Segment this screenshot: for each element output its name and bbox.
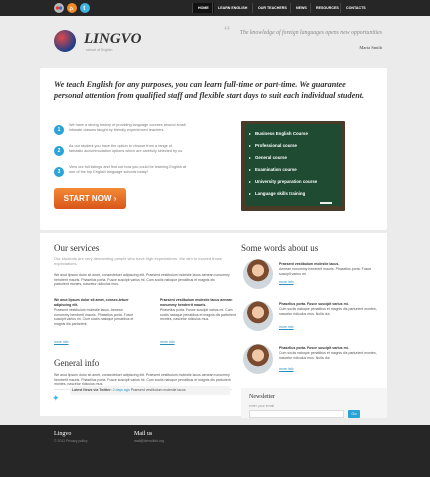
logo-text[interactable]: LINGVO — [84, 31, 142, 47]
newsletter-label: enter your email — [249, 404, 275, 408]
services-col2-more-link[interactable]: more info — [160, 340, 175, 344]
newsletter-go-button[interactable]: Go — [348, 410, 360, 418]
testimonial-more-link[interactable]: more info — [279, 325, 294, 329]
start-now-button[interactable] — [54, 188, 126, 209]
testimonial-more-link[interactable]: more info — [279, 367, 294, 371]
services-col2-text: Phasellus porta. Fusce suscipit varius mi. Cum sociis natoque penatibus et magnis dis parturient montes, nascetur ridiculus mus. — [160, 308, 236, 322]
chalk-icon — [320, 202, 332, 204]
course-item[interactable]: General course — [255, 155, 287, 160]
services-title: Our services — [54, 243, 100, 253]
step-3-badge: 3 — [54, 167, 64, 177]
step-3-text: View our full listings and find out how you could be learning English at one of the top English language schools today! — [69, 165, 187, 175]
nav-resources[interactable]: RESOURCES — [310, 3, 344, 13]
general-paragraph: We anut lipsum dolor sit amet, consectetuer adipiscing elit. Praesent vestibulum molestie lacus aenean nonummy hendrerit mauris. Phasellus porta. Fusce suscipit varius mi. Cum sociis natoque penatibus et magnis dis parturient montes, nascetur ridiculus mus. — [54, 373, 231, 387]
services-col2-title: Praesent vestibulum molestie lacus aenean nonummy hendrerit mauris. — [160, 298, 233, 307]
services-intro: Our students are very demanding people who have high expectations. We aim to exceed those expectations. — [54, 256, 223, 267]
testimonial-title: Phasellus porta. Fusce suscipit varius mi. — [279, 346, 349, 350]
news-text: Praesent vestibulum molestie lacus — [130, 388, 186, 392]
services-col1-text: Praesent vestibulum molestie lacus. Aenean nonummy hendrerit mauris. Phasellus porta. Fusce suscipit varius mi. Cum sociis natoque penatibus et magnis dis parturient. — [54, 308, 134, 326]
general-title: General info — [54, 358, 100, 368]
start-now-label: START NOW — [63, 194, 112, 203]
course-item[interactable]: Business English Course — [255, 131, 308, 136]
logo-tagline: school of English — [86, 48, 113, 52]
newsletter-title: Newsletter — [249, 394, 275, 400]
header-quote: The knowledge of foreign languages opens new opportunities — [239, 30, 382, 36]
bullet-arrow-icon: ▸ — [249, 143, 252, 148]
arrow-right-icon: › — [113, 194, 117, 203]
step-2-text: As our student you have the option to choose from a range of fantastic accommodation options which are carefully selected by us. — [69, 144, 184, 154]
rss-icon[interactable] — [67, 3, 77, 13]
testimonial-text: Aenean nonummy hendrerit mauris. Phasellus porta. Fusce suscipit varius mi. — [279, 267, 372, 276]
step-1-badge: 1 — [54, 125, 64, 135]
footer-brand: Lingvo — [54, 431, 72, 437]
services-col1-more-link[interactable]: more info — [54, 340, 69, 344]
quote-mark-icon: “ — [224, 24, 231, 39]
bullet-arrow-icon: ▸ — [249, 179, 252, 184]
footer-copyright[interactable]: © 2011 Privacy policy — [54, 439, 88, 443]
services-col1-title: We anut lipsum dolor sit amet, consec-tetuer adipiscing elit. — [54, 298, 129, 307]
testimonial-text: Cum sociis natoque penatibus et magnis dis parturient montes, nascetur ridiculus mus. Nulla dui. — [279, 307, 377, 316]
course-item[interactable]: Professional course — [255, 143, 297, 148]
newsletter-email-input[interactable] — [249, 410, 344, 418]
nav-learn-english[interactable]: LEARN ENGLISH — [212, 3, 252, 13]
latest-news-bar — [70, 386, 230, 395]
footer-mail-title: Mail us — [134, 431, 153, 437]
services-paragraph: We anut lipsum dolor sit amet, consectetuer adipiscing elit. Praesent vestibulum molestie lacus aenean nonummy hendrerit mauris. Phasellus porta. Fusce suscipit varius mi. Cum sociis natoque penatibus et magnis dis parturient montes, nascetur ridiculus mus. — [54, 273, 230, 287]
person-avatar — [243, 301, 273, 331]
step-2-badge: 2 — [54, 146, 64, 156]
news-time[interactable]: 2 days ago — [112, 388, 130, 392]
words-title: Some words about us — [241, 243, 319, 253]
bullet-arrow-icon: ▸ — [249, 167, 252, 172]
quote-author: Marta Smith — [359, 45, 382, 50]
footer-mail-link[interactable]: mail@demolink.org — [134, 439, 165, 443]
person-avatar — [243, 259, 273, 289]
logo-globe-icon — [54, 30, 76, 52]
news-label: Latest News via Twitter: — [72, 388, 112, 392]
flickr-icon[interactable] — [54, 3, 64, 13]
course-item[interactable]: Examination course — [255, 167, 297, 172]
course-item[interactable]: Language skills training — [255, 191, 306, 196]
hero-headline: We teach English for any purposes, you can learn full-time or part-time. We guarantee personal attention from qualified staff and flexible start days to suit each individual student. — [54, 80, 365, 100]
testimonial-text: Cum sociis natoque penatibus et magnis dis parturient montes, nascetur ridiculus mus. Nulla dui. — [279, 351, 377, 360]
top-bar — [0, 0, 430, 16]
twitter-bird-icon: ✦ — [52, 393, 60, 403]
person-avatar — [243, 344, 273, 374]
nav-news[interactable]: NEWS — [290, 3, 312, 13]
svg-text:t: t — [83, 6, 86, 12]
bullet-arrow-icon: ▸ — [249, 155, 252, 160]
testimonial-title: Praesent vestibulum molestie lacus. — [279, 262, 340, 266]
bullet-arrow-icon: ▸ — [249, 191, 252, 196]
testimonial-more-link[interactable]: more info — [279, 280, 294, 284]
nav-our-teachers[interactable]: OUR TEACHERS — [252, 3, 292, 13]
nav-home[interactable]: HOME — [192, 3, 214, 13]
step-1-text: We have a strong history of providing language courses around small intimate classes taught by friendly experienced teachers. — [69, 123, 186, 133]
bullet-arrow-icon: ▸ — [249, 131, 252, 136]
course-item[interactable]: University preparation course — [255, 179, 318, 184]
testimonial-title: Phasellus porta. Fusce suscipit varius mi. — [279, 302, 349, 306]
twitter-icon[interactable] — [80, 3, 90, 13]
nav-contacts[interactable]: CONTACTS — [340, 3, 371, 13]
